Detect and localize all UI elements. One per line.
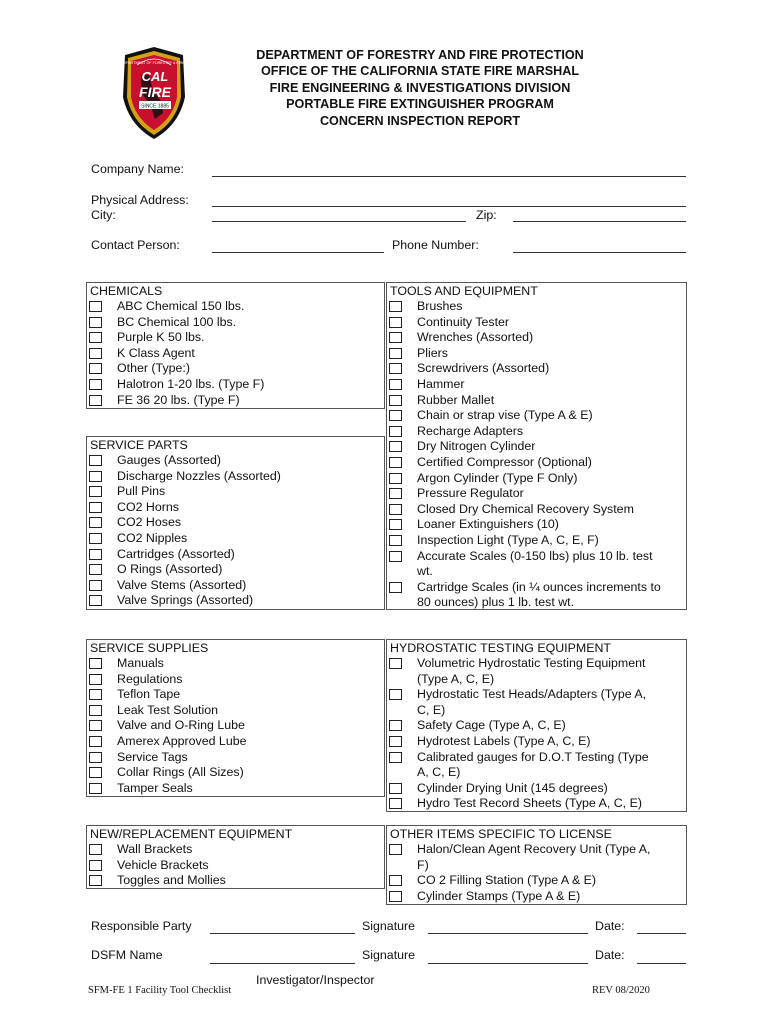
service-part-label: CO2 Horns <box>117 499 179 514</box>
header-division: FIRE ENGINEERING & INVESTIGATIONS DIVISION <box>269 80 571 95</box>
header-program: PORTABLE FIRE EXTINGUISHER PROGRAM <box>286 97 554 112</box>
service-part-item <box>87 453 384 469</box>
chemical-label: ABC Chemical 150 lbs. <box>117 299 245 313</box>
responsible-signature-field[interactable] <box>428 933 588 934</box>
tool-label: Brushes <box>417 299 463 313</box>
chemical-label: BC Chemical 100 lbs. <box>117 314 237 329</box>
checkbox[interactable] <box>89 767 102 778</box>
tool-item <box>387 424 686 440</box>
checkbox[interactable] <box>389 783 402 794</box>
hydro-line: A, C, E) <box>417 765 461 780</box>
tool-label: Closed Dry Chemical Recovery System <box>417 501 634 516</box>
cal-fire-logo <box>98 45 210 141</box>
checkbox[interactable] <box>89 720 102 731</box>
phone-number-field[interactable] <box>513 252 686 253</box>
supply-item <box>87 781 384 797</box>
supply-item <box>87 718 384 734</box>
logo-since: SINCE 1885 <box>141 103 169 110</box>
equipment-label: Toggles and Mollies <box>117 873 226 888</box>
supply-label: Teflon Tape <box>117 687 181 702</box>
dsfm-signature-field[interactable] <box>428 963 588 964</box>
checkbox[interactable] <box>89 348 102 359</box>
tool-label: Wrenches (Assorted) <box>417 330 534 345</box>
signature-label: Signature <box>362 919 416 933</box>
hydro-label <box>417 687 646 718</box>
contact-person-label: Contact Person: <box>91 238 180 252</box>
service-part-label: CO2 Hoses <box>117 515 182 530</box>
checkbox[interactable] <box>389 457 402 468</box>
hydro-list <box>387 656 686 812</box>
new-equipment-section <box>86 825 385 889</box>
tool-item <box>387 315 686 331</box>
checkbox[interactable] <box>89 705 102 716</box>
checkbox[interactable] <box>89 752 102 763</box>
supply-item <box>87 734 384 750</box>
checkbox[interactable] <box>89 363 102 374</box>
service-part-label: CO2 Nipples <box>117 530 188 545</box>
service-part-label: Cartridges (Assorted) <box>117 546 235 561</box>
tools-section <box>386 282 687 610</box>
supply-item <box>87 672 384 688</box>
tool-item <box>387 330 686 346</box>
other-label: Cylinder Stamps (Type A & E) <box>417 888 581 903</box>
other-item <box>387 842 686 873</box>
tool-item <box>387 346 686 362</box>
checkbox[interactable] <box>389 519 402 530</box>
checkbox[interactable] <box>389 752 402 763</box>
tool-item <box>387 533 686 549</box>
service-parts-section <box>86 436 385 610</box>
hydro-label: Safety Cage (Type A, C, E) <box>417 718 566 733</box>
tool-label: Certified Compressor (Optional) <box>417 454 592 469</box>
chemical-item <box>87 330 384 346</box>
supply-label: Manuals <box>117 656 164 670</box>
hydro-section <box>386 639 687 812</box>
hydro-item <box>387 734 686 750</box>
responsible-party-label: Responsible Party <box>91 919 192 933</box>
hydro-line: Hydrostatic Test Heads/Adapters (Type A, <box>417 687 647 702</box>
service-part-label: O Rings (Assorted) <box>117 562 223 577</box>
checkbox[interactable] <box>89 658 102 669</box>
signature-label: Signature <box>362 948 416 962</box>
physical-address-field[interactable] <box>212 206 686 207</box>
scales-line-2: wt. <box>417 564 433 579</box>
company-name-label: Company Name: <box>91 162 184 176</box>
service-part-item <box>87 562 384 578</box>
chemicals-title: CHEMICALS <box>90 284 163 298</box>
supply-item <box>87 765 384 781</box>
checkbox[interactable] <box>89 564 102 575</box>
checkbox[interactable] <box>389 582 402 593</box>
checkbox[interactable] <box>389 301 402 312</box>
checkbox[interactable] <box>389 844 402 855</box>
hydro-title: HYDROSTATIC TESTING EQUIPMENT <box>390 641 611 655</box>
revision-date: REV 08/2020 <box>592 985 650 996</box>
supply-label: Service Tags <box>117 749 188 764</box>
responsible-party-field[interactable] <box>210 933 355 934</box>
checkbox[interactable] <box>89 844 102 855</box>
checkbox[interactable] <box>89 533 102 544</box>
tools-title: TOOLS AND EQUIPMENT <box>390 284 538 298</box>
service-part-item <box>87 531 384 547</box>
tool-item-cartridge-scales <box>387 580 686 611</box>
checkbox[interactable] <box>89 317 102 328</box>
contact-person-field[interactable] <box>212 252 384 253</box>
tool-label: Hammer <box>417 376 465 391</box>
hydro-item <box>387 781 686 797</box>
supply-item <box>87 750 384 766</box>
service-parts-title: SERVICE PARTS <box>90 438 188 452</box>
checkbox[interactable] <box>89 502 102 513</box>
supply-label: Amerex Approved Lube <box>117 733 247 748</box>
service-part-label: Gauges (Assorted) <box>117 453 221 467</box>
tool-label: Rubber Mallet <box>417 392 495 407</box>
new-equipment-list <box>87 842 384 889</box>
hydro-label: Hydrotest Labels (Type A, C, E) <box>417 733 591 748</box>
tool-item <box>387 439 686 455</box>
equipment-item <box>87 842 384 858</box>
service-part-label: Valve Springs (Assorted) <box>117 593 254 608</box>
supply-label: Leak Test Solution <box>117 702 219 717</box>
physical-address-label: Physical Address: <box>91 193 189 207</box>
checkbox[interactable] <box>89 395 102 406</box>
other-item <box>387 889 686 905</box>
logo-fire: FIRE <box>139 84 171 100</box>
checkbox[interactable] <box>389 363 402 374</box>
hydro-label: Cylinder Drying Unit (145 degrees) <box>417 780 608 795</box>
checkbox[interactable] <box>89 517 102 528</box>
hydro-item <box>387 750 686 781</box>
checkbox[interactable] <box>89 736 102 747</box>
checkbox[interactable] <box>389 410 402 421</box>
zip-label: Zip: <box>476 208 497 222</box>
new-equipment-title: NEW/REPLACEMENT EQUIPMENT <box>90 827 293 841</box>
equipment-item <box>87 873 384 889</box>
checkbox[interactable] <box>389 317 402 328</box>
header-office: OFFICE OF THE CALIFORNIA STATE FIRE MARSHAL <box>260 64 580 79</box>
chemical-item <box>87 393 384 409</box>
checkbox[interactable] <box>389 504 402 515</box>
checkbox[interactable] <box>89 455 102 466</box>
dsfm-name-label: DSFM Name <box>91 948 163 962</box>
service-supplies-list <box>87 656 384 796</box>
tool-label: Loaner Extinguishers (10) <box>417 517 559 532</box>
tool-label: Continuity Tester <box>417 314 510 329</box>
checkbox[interactable] <box>389 473 402 484</box>
service-supplies-title: SERVICE SUPPLIES <box>90 641 209 655</box>
chemical-label: FE 36 20 lbs. (Type F) <box>117 392 240 407</box>
tool-label: Chain or strap vise (Type A & E) <box>417 408 593 423</box>
hydro-line: Calibrated gauges for D.O.T Testing (Type <box>417 749 649 764</box>
other-item <box>387 873 686 889</box>
chemical-label: Halotron 1-20 lbs. (Type F) <box>117 376 265 391</box>
investigator-label: Investigator/Inspector <box>256 973 375 987</box>
checkbox[interactable] <box>389 798 402 809</box>
tool-item <box>387 502 686 518</box>
service-part-item <box>87 469 384 485</box>
checkbox[interactable] <box>89 860 102 871</box>
hydro-label <box>417 656 645 687</box>
hydro-label: Hydro Test Record Sheets (Type A, C, E) <box>417 796 642 811</box>
equipment-item <box>87 858 384 874</box>
checkbox[interactable] <box>89 486 102 497</box>
checkbox[interactable] <box>389 395 402 406</box>
service-part-item <box>87 547 384 563</box>
company-name-field[interactable] <box>212 176 686 177</box>
service-part-item <box>87 578 384 594</box>
tool-label: Inspection Light (Type A, C, E, F) <box>417 532 599 547</box>
service-part-item <box>87 515 384 531</box>
supply-label: Regulations <box>117 671 183 686</box>
service-supplies-section <box>86 639 385 797</box>
tool-label: Pressure Regulator <box>417 486 524 501</box>
checkbox[interactable] <box>389 426 402 437</box>
checkbox[interactable] <box>389 736 402 747</box>
tool-label: Argon Cylinder (Type F Only) <box>417 470 578 485</box>
checkbox[interactable] <box>89 674 102 685</box>
service-part-label: Valve Stems (Assorted) <box>117 577 247 592</box>
other-line: Halon/Clean Agent Recovery Unit (Type A, <box>417 842 651 856</box>
supply-item <box>87 687 384 703</box>
hydro-item <box>387 718 686 734</box>
checkbox[interactable] <box>89 549 102 560</box>
tool-item <box>387 377 686 393</box>
cartridge-scales-line-1: Cartridge Scales (in ¼ ounces increments to <box>417 579 661 594</box>
hydro-item <box>387 687 686 718</box>
supply-item <box>87 656 384 672</box>
other-line: F) <box>417 857 429 872</box>
supply-item <box>87 703 384 719</box>
service-part-item <box>87 500 384 516</box>
zip-field[interactable] <box>513 221 686 222</box>
other-items-section <box>386 825 687 905</box>
chemical-label: Other (Type:) <box>117 361 190 376</box>
hydro-line: C, E) <box>417 702 446 717</box>
checkbox[interactable] <box>389 551 402 562</box>
chemical-label: Purple K 50 lbs. <box>117 330 205 345</box>
tool-item <box>387 471 686 487</box>
chemicals-list <box>87 299 384 408</box>
supply-label: Collar Rings (All Sizes) <box>117 765 244 780</box>
supply-label: Valve and O-Ring Lube <box>117 718 245 733</box>
checkbox[interactable] <box>89 332 102 343</box>
tool-label: Screwdrivers (Assorted) <box>417 361 550 376</box>
checkbox[interactable] <box>389 379 402 390</box>
checkbox[interactable] <box>389 441 402 452</box>
tool-item-scales <box>387 549 686 580</box>
checkbox[interactable] <box>389 488 402 499</box>
other-label <box>417 842 650 873</box>
checkbox[interactable] <box>89 689 102 700</box>
service-parts-list <box>87 453 384 609</box>
city-field[interactable] <box>212 221 466 222</box>
hydro-item <box>387 796 686 812</box>
tool-item <box>387 408 686 424</box>
equipment-label: Wall Brackets <box>117 842 193 856</box>
checkbox[interactable] <box>89 875 102 886</box>
tools-list <box>387 299 686 611</box>
tool-item <box>387 486 686 502</box>
chemical-label: K Class Agent <box>117 345 195 360</box>
hydro-item <box>387 656 686 687</box>
responsible-date-field[interactable] <box>637 933 686 934</box>
chemicals-section <box>86 282 385 409</box>
checkbox[interactable] <box>389 535 402 546</box>
tool-item <box>387 299 686 315</box>
chemical-item <box>87 377 384 393</box>
chemical-item <box>87 299 384 315</box>
checkbox[interactable] <box>389 891 402 902</box>
checkbox[interactable] <box>89 301 102 312</box>
tool-label: Pliers <box>417 345 448 360</box>
service-part-label: Pull Pins <box>117 484 166 499</box>
other-items-list <box>387 842 686 904</box>
checkbox[interactable] <box>389 875 402 886</box>
form-id: SFM-FE 1 Facility Tool Checklist <box>88 985 232 996</box>
tool-item <box>387 517 686 533</box>
checkbox[interactable] <box>389 720 402 731</box>
other-label: CO 2 Filling Station (Type A & E) <box>417 873 597 888</box>
date-label: Date: <box>595 948 625 962</box>
checkbox[interactable] <box>89 580 102 591</box>
checkbox[interactable] <box>389 689 402 700</box>
date-label: Date: <box>595 919 625 933</box>
service-part-item <box>87 593 384 609</box>
checkbox[interactable] <box>89 471 102 482</box>
other-items-title: OTHER ITEMS SPECIFIC TO LICENSE <box>390 827 612 841</box>
chemical-item <box>87 315 384 331</box>
hydro-line: Volumetric Hydrostatic Testing Equipment <box>417 656 646 670</box>
header-report-title: CONCERN INSPECTION REPORT <box>319 113 521 128</box>
chemical-item <box>87 361 384 377</box>
document-header <box>200 47 640 129</box>
logo-cal: CAL <box>141 69 169 84</box>
chemical-item <box>87 346 384 362</box>
supply-label: Tamper Seals <box>117 780 193 795</box>
city-label: City: <box>91 208 116 222</box>
checkbox[interactable] <box>389 348 402 359</box>
phone-number-label: Phone Number: <box>392 238 479 252</box>
checkbox[interactable] <box>389 658 402 669</box>
logo-top-text: CALIFORNIA DEPARTMENT OF FORESTRY & FIRE PROTECTION <box>98 61 210 65</box>
checkbox[interactable] <box>89 783 102 794</box>
dsfm-date-field[interactable] <box>637 963 686 964</box>
checkbox[interactable] <box>389 332 402 343</box>
hydro-label <box>417 750 649 781</box>
tool-item <box>387 361 686 377</box>
cartridge-scales-line-2: 80 ounces) plus 1 lb. test wt. <box>417 595 575 610</box>
tool-item <box>387 393 686 409</box>
service-part-item <box>87 484 384 500</box>
tool-label <box>417 580 661 611</box>
service-part-label: Discharge Nozzles (Assorted) <box>117 468 281 483</box>
equipment-label: Vehicle Brackets <box>117 857 209 872</box>
tool-label: Recharge Adapters <box>417 423 524 438</box>
tool-label: Dry Nitrogen Cylinder <box>417 439 536 454</box>
hydro-line: (Type A, C, E) <box>417 671 495 686</box>
checkbox[interactable] <box>89 379 102 390</box>
tool-item <box>387 455 686 471</box>
dsfm-name-field[interactable] <box>210 963 355 964</box>
scales-line-1: Accurate Scales (0-150 lbs) plus 10 lb. test <box>417 548 653 563</box>
tool-label <box>417 549 653 580</box>
checkbox[interactable] <box>89 595 102 606</box>
header-department: DEPARTMENT OF FORESTRY AND FIRE PROTECTION <box>256 48 584 62</box>
